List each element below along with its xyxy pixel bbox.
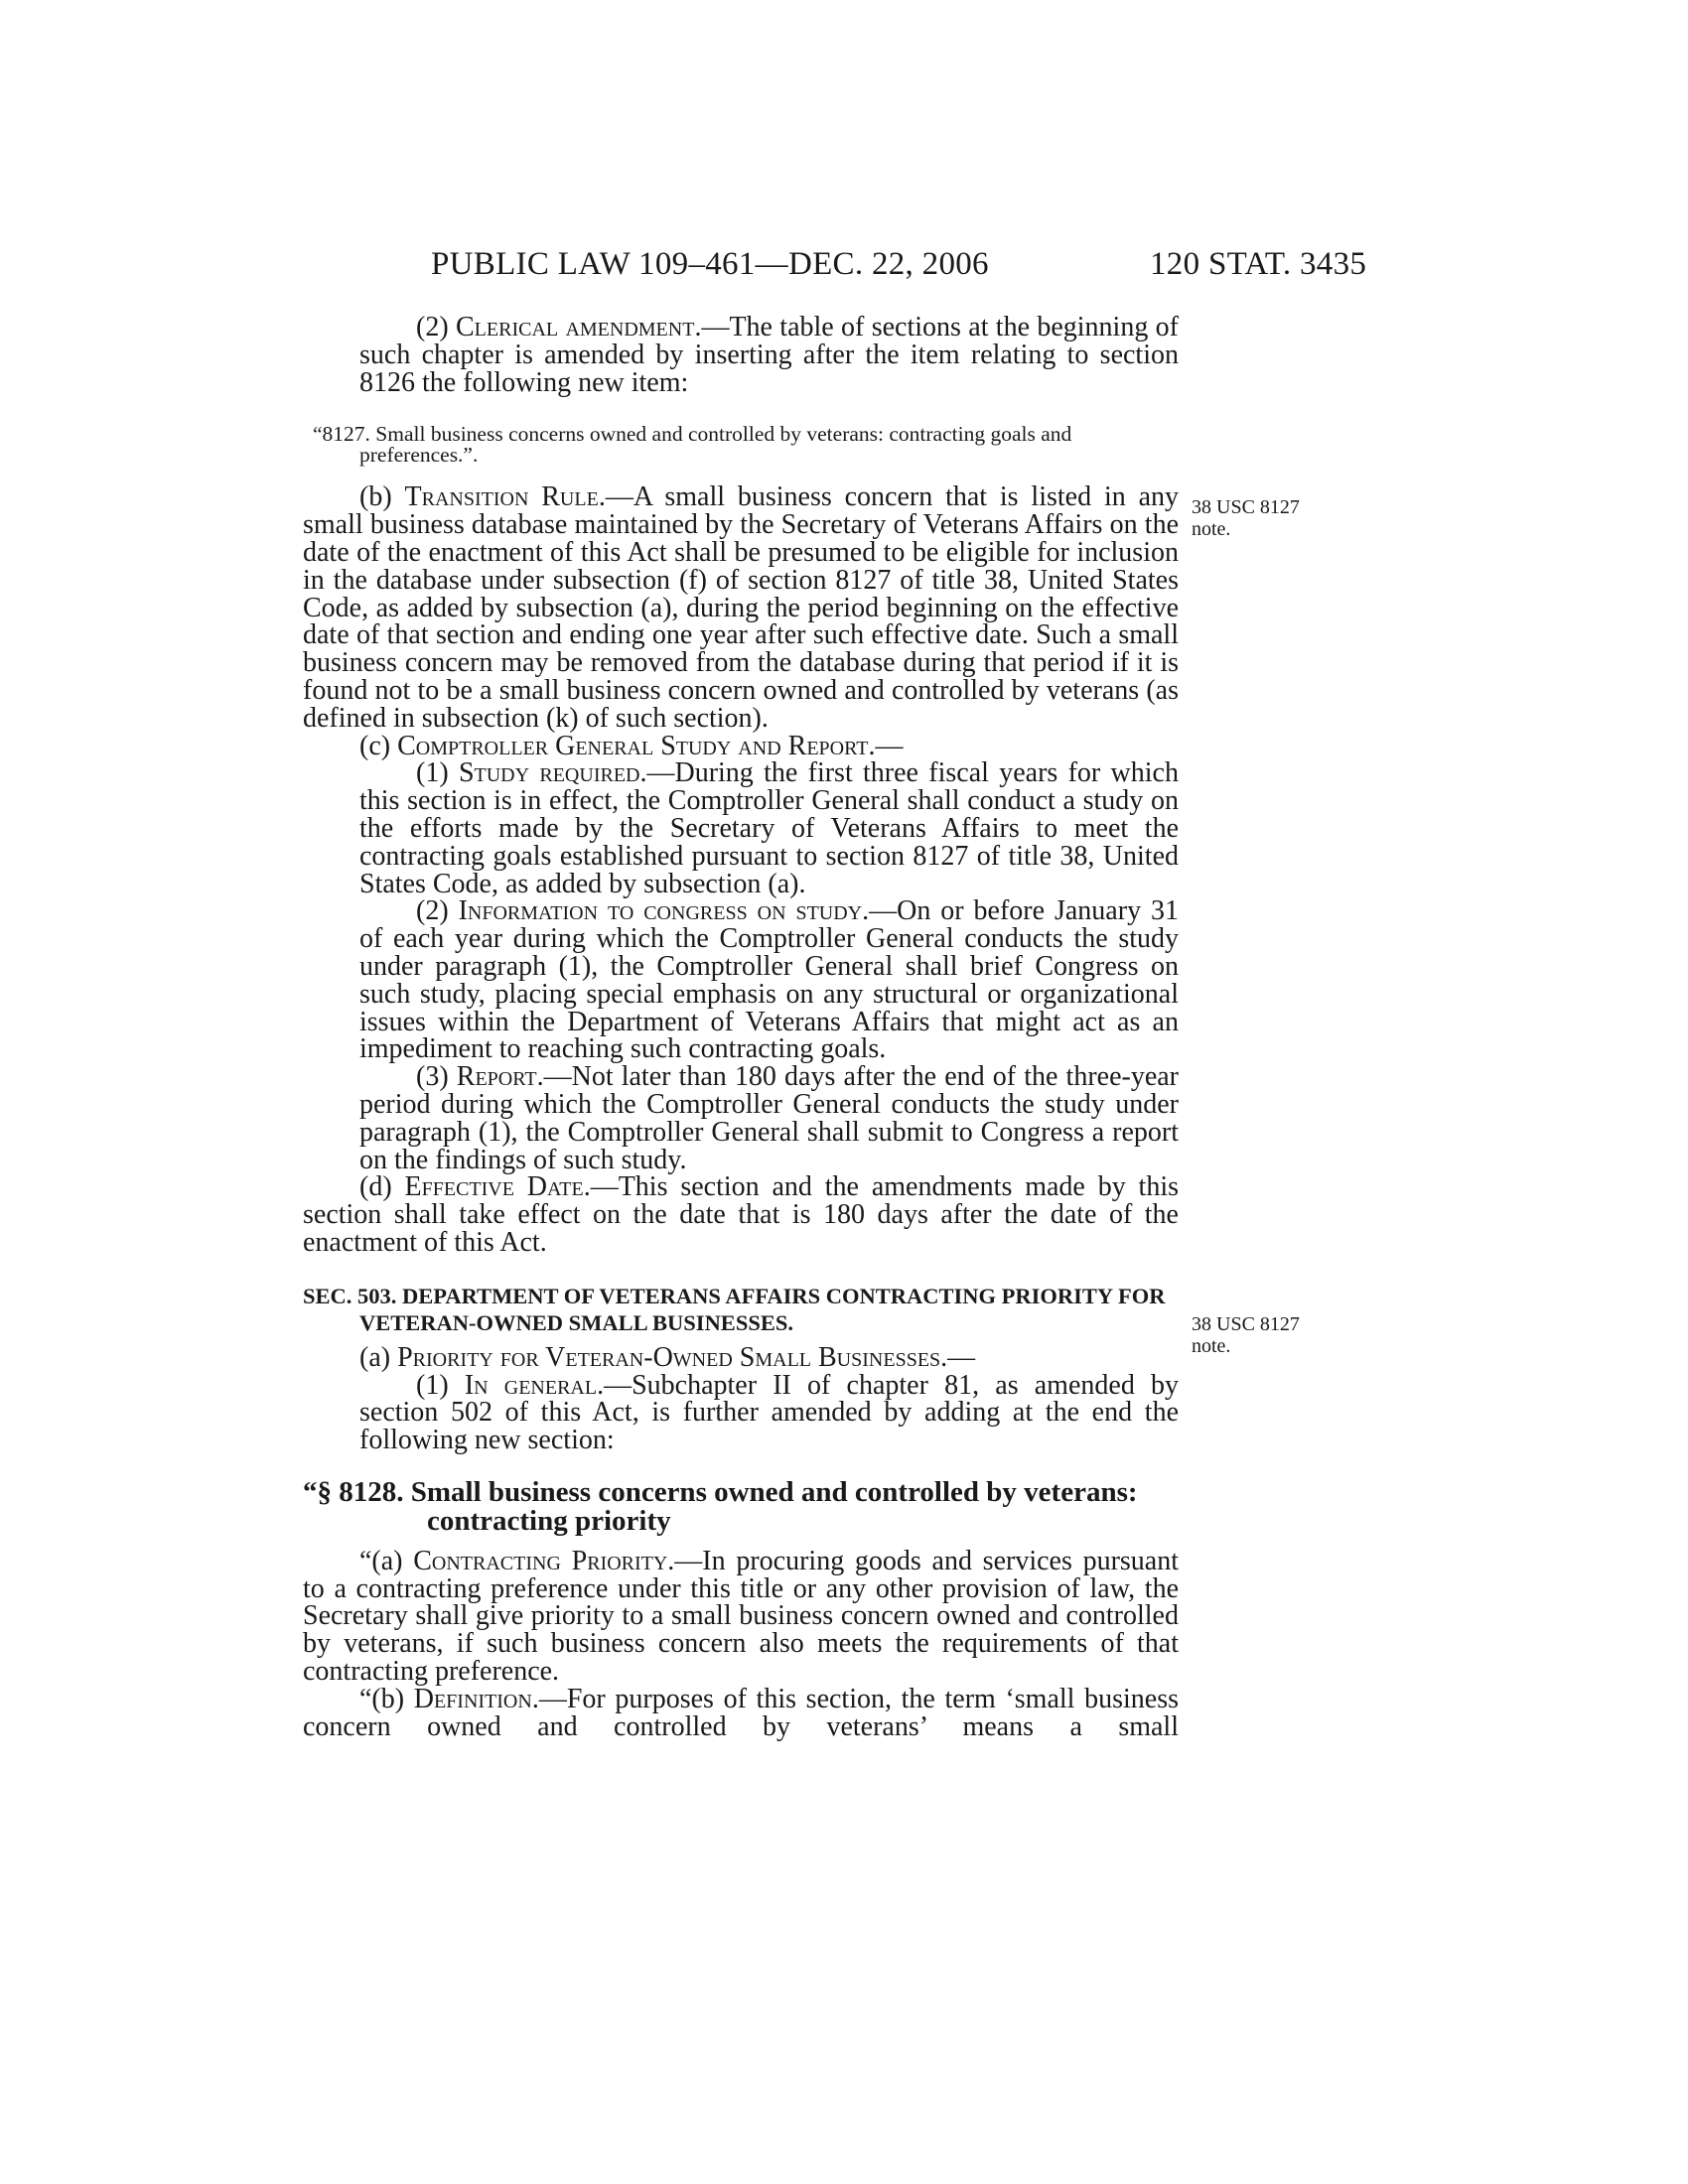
paragraph-effective-date: (d) Effective Date.—This section and the amendments made by this section shall take effect on the date that is 180 days after the date of the enactment of this Act.	[303, 1171, 1180, 1258]
paragraph-report: (3) Report.—Not later than 180 days after the end of the three-year period during which the Comptroller General conducts the study under paragraph (1), the Comptroller General shall submit to Congress a report on the findings of such study.	[359, 1061, 1179, 1175]
paragraph-heading: Study required	[458, 757, 640, 789]
paragraph-transition-rule: (b) Transition Rule.—A small business concern that is listed in any small business database maintained by the Secretary of Veterans Affairs on the date of the enactment of this Act shall be presumed to be eligible for inclusion in the database under subsection (f) of section 8127 of title 38, United States Code, as added by subsection (a), during the period beginning on the effective date of that section and ending one year after such effective date. Such a small business concern may be removed from the database during that period if it is found not to be a small business concern owned and controlled by veterans (as defined in subsection (k) of such section).	[303, 481, 1180, 734]
margin-note-citation: 38 USC 8127	[1192, 1313, 1300, 1335]
paragraph-heading: Transition Rule	[404, 481, 599, 513]
paragraph-heading: Report	[456, 1061, 537, 1093]
paragraph-definition: “(b) Definition.—For purposes of this section, the term ‘small business concern owned and controlled by veterans’ means a small	[303, 1683, 1179, 1742]
margin-note-label: note.	[1192, 518, 1231, 540]
paragraph-priority-veteran-owned: (a) Priority for Veteran-Owned Small Businesses.—	[359, 1341, 976, 1373]
paragraph-heading: Contracting Priority	[413, 1545, 668, 1576]
section-heading-503: SEC. 503. DEPARTMENT OF VETERANS AFFAIRS CONTRACTING PRIORITY FOR VETERAN-OWNED SMALL BUSINESSES.	[303, 1283, 1166, 1335]
paragraph-clerical-amendment: (2) Clerical amendment.—The table of sections at the beginning of such chapter is amended by inserting after the item relating to section 8126 the following new item:	[359, 312, 1179, 398]
margin-note-label: note.	[1192, 1335, 1231, 1357]
paragraph-heading: Information to congress on study	[458, 895, 863, 927]
paragraph-comptroller-study: (c) Comptroller General Study and Report.—	[359, 730, 904, 761]
paragraph-heading: Comptroller General Study and Report	[397, 730, 869, 761]
paragraph-heading: Clerical amendment	[456, 312, 695, 342]
margin-note-citation: 38 USC 8127	[1192, 496, 1300, 518]
margin-note-effective-date	[1192, 1313, 1331, 1357]
paragraph-heading: Effective Date	[404, 1171, 584, 1203]
paragraph-information-to-congress: (2) Information to congress on study.—On or before January 31 of each year during which the Comptroller General conducts the study under paragraph (1), the Comptroller General shall brief Congress on such study, placing special emphasis on any structural or organizational issues within the Department of Veterans Affairs that might act as an impediment to reaching such contracting goals.	[359, 895, 1179, 1065]
paragraph-heading: In general	[464, 1369, 598, 1401]
paragraph-in-general: (1) In general.—Subchapter II of chapter 81, as amended by section 502 of this Act, is further amended by adding at the end the following new section:	[359, 1369, 1179, 1456]
running-header-title: PUBLIC LAW 109–461—DEC. 22, 2006	[431, 246, 989, 282]
table-of-sections-item: “8127. Small business concerns owned and controlled by veterans: contracting goals and preferences.”.	[313, 422, 1072, 468]
margin-note-transition-rule	[1192, 496, 1331, 540]
paragraph-heading: Priority for Veteran-Owned Small Businesses	[397, 1341, 941, 1373]
running-header-stat-page: 120 STAT. 3435	[1150, 246, 1367, 282]
paragraph-contracting-priority: “(a) Contracting Priority.—In procuring goods and services pursuant to a contracting preference under this title or any other provision of law, the Secretary shall give priority to a small business concern owned and controlled by veterans, if such business concern also meets the requirements of that contracting preference.	[303, 1545, 1179, 1688]
document-body	[303, 314, 1179, 1740]
paragraph-heading: Definition	[413, 1683, 532, 1714]
paragraph-study-required: (1) Study required.—During the first three fiscal years for which this section is in effect, the Comptroller General shall conduct a study on the efforts made by the Secretary of Veterans Affairs to meet the contracting goals established pursuant to section 8127 of title 38, United States Code, as added by subsection (a).	[359, 757, 1179, 899]
section-heading-8128: “§ 8128. Small business concerns owned and controlled by veterans: contracting priority	[303, 1475, 1138, 1537]
